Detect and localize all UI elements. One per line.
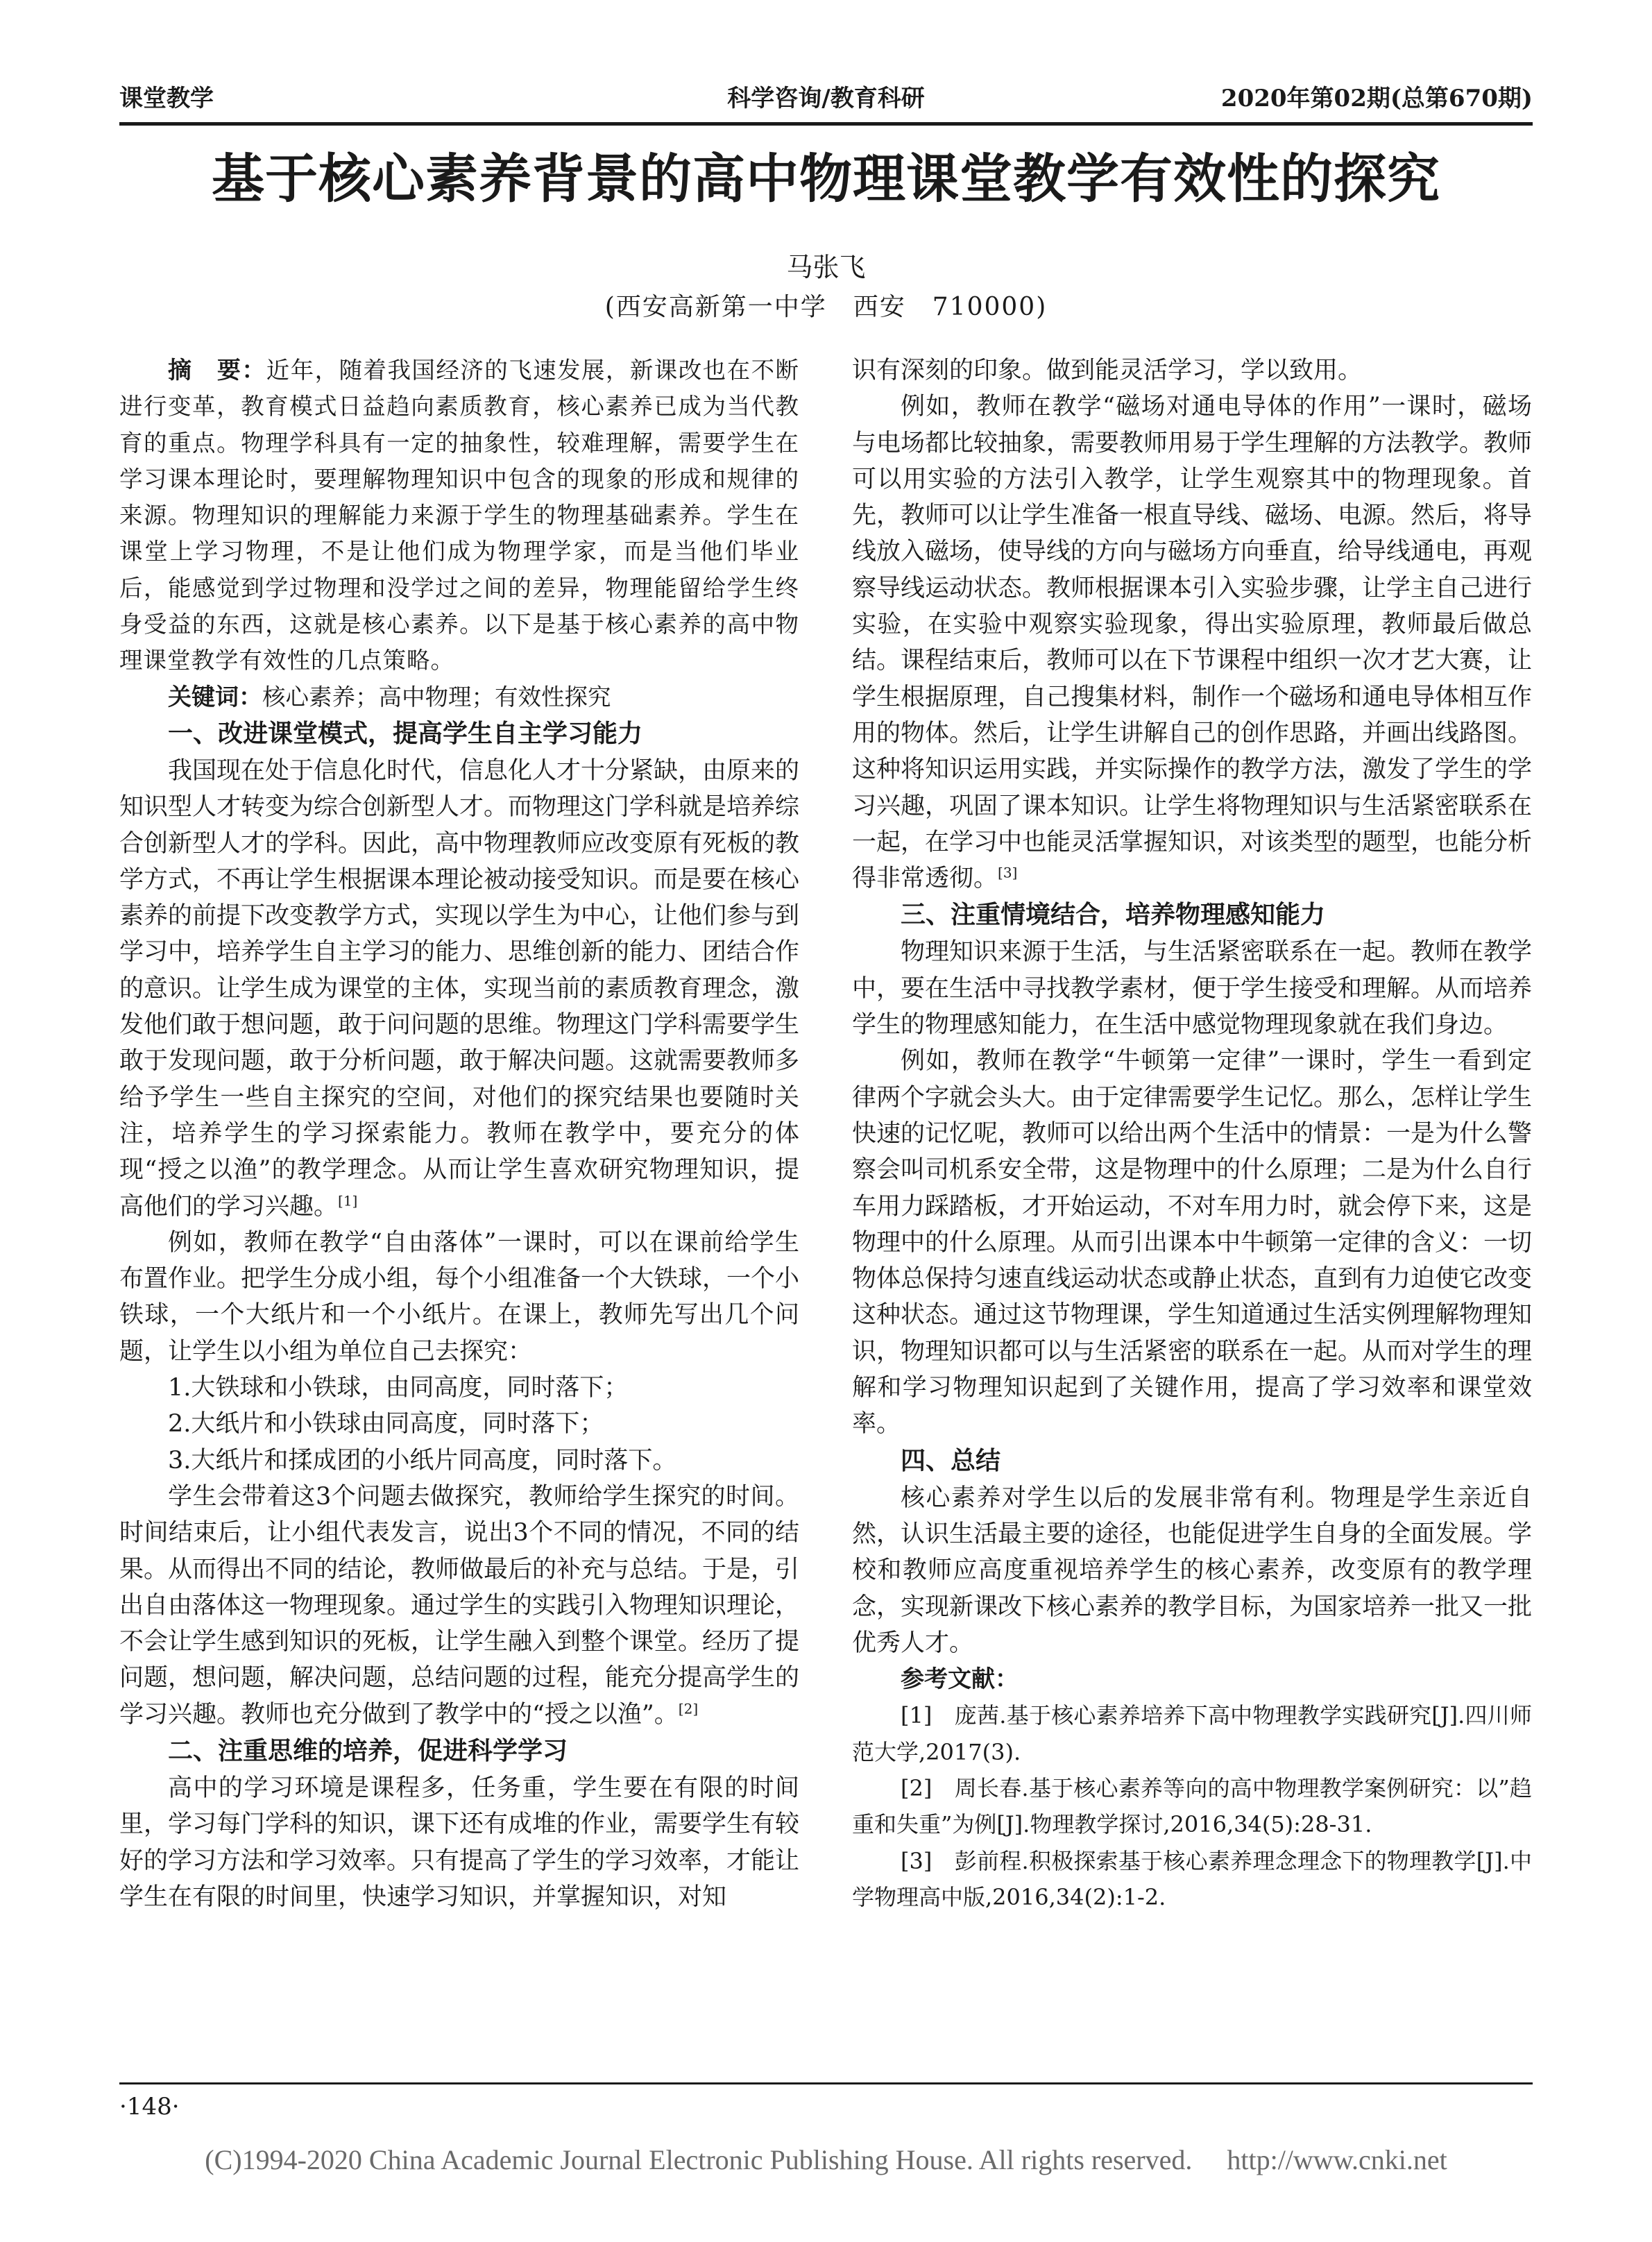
- article-title: 基于核心素养背景的高中物理课堂教学有效性的探究: [212, 148, 1440, 210]
- references-heading: 参考文献：: [901, 1665, 1019, 1694]
- footer-rule: [119, 2082, 1533, 2084]
- author-affiliation: (西安高新第一中学 西安 710000): [604, 293, 1048, 321]
- section-heading-1: 一、改进课堂模式，提高学生自主学习能力: [168, 719, 643, 748]
- right-column: [852, 353, 1532, 1915]
- reference-item: [2] 周长春.基于核心素养等向的高中物理教学案例研究：以”趋重和失重”为例[J].物理教学探讨,2016,34(5):28-31.: [852, 1774, 1532, 1838]
- section-heading-4: 四、总结: [901, 1446, 1001, 1475]
- paragraph-continued: 识有深刻的印象。做到能灵活学习，学以致用。: [852, 357, 1363, 384]
- paragraph: 物理知识来源于生活，与生活紧密联系在一起。教师在教学中，要在生活中寻找教学素材，便于学生接受和理解。从而培养学生的物理感知能力，在生活中感觉物理现象就在我们身边。: [852, 938, 1533, 1039]
- author-name: 马张飞: [786, 252, 866, 282]
- paragraph: 例如，教师在教学“自由落体”一课时，可以在课前给学生布置作业。把学生分成小组，每个小组准备一个大铁球，一个小铁球，一个大纸片和一个小纸片。在课上，教师先写出几个问题，让学生以小组为单位自己去探究：: [119, 1228, 800, 1366]
- paragraph: 高中的学习环境是课程多，任务重，学生要在有限的时间里，学习每门学科的知识，课下还有成堆的作业，需要学生有较好的学习方法和学习效率。只有提高了学生的学习效率，才能让学生在有限的时间里，快速学习知识，并掌握知识，对知: [119, 1774, 800, 1911]
- running-header-journal: 科学咨询/教育科研: [727, 85, 925, 112]
- reference-item: [1] 庞茜.基于核心素养培养下高中物理教学实践研究[J].四川师范大学,2017(3).: [852, 1702, 1532, 1765]
- list-item: 3.大纸片和揉成团的小纸片同高度，同时落下。: [168, 1446, 677, 1475]
- paragraph: 我国现在处于信息化时代，信息化人才十分紧缺，由原来的知识型人才转变为综合创新型人才。而物理这门学科就是培养综合创新型人才的学科。因此，高中物理教师应改变原有死板的教学方式，不再让学生根据课本理论被动接受知识。而是要在核心素养的前提下改变教学方式，实现以学生为中心，让他们参与到学习中，培养学生自主学习的能力、思维创新的能力、团结合作的意识。让学生成为课堂的主体，实现当前的素质教育理念，激发他们敢于想问题，敢于问问题的思维。物理这门学科需要学生敢于发现问题，敢于分析问题，敢于解决问题。这就需要教师多给予学生一些自主探究的空间，对他们的探究结果也要随时关注，培养学生的学习探索能力。教师在教学中，要充分的体现“授之以渔”的教学理念。从而让学生喜欢研究物理知识，提高他们的学习兴趣。[1]: [119, 756, 800, 1221]
- keywords-label: 关键词：: [168, 683, 262, 711]
- paragraph: 核心素养对学生以后的发展非常有利。物理是学生亲近自然，认识生活最主要的途径，也能促进学生自身的全面发展。学校和教师应高度重视培养学生的核心素养，改变原有的教学理念，实现新课改下核心素养的教学目标，为国家培养一批又一批优秀人才。: [852, 1484, 1533, 1657]
- paragraph: 例如，教师在教学“磁场对通电导体的作用”一课时，磁场与电场都比较抽象，需要教师用易于学生理解的方法教学。教师可以用实验的方法引入教学，让学生观察其中的物理现象。首先，教师可以让学生准备一根直导线、磁场、电源。然后，将导线放入磁场，使导线的方向与磁场方向垂直，给导线通电，再观察导线运动状态。教师根据课本引入实验步骤，让学主自己进行实验，在实验中观察实验现象，得出实验原理，教师最后做总结。课程结束后，教师可以在下节课程中组织一次才艺大赛，让学生根据原理，自己搜集材料，制作一个磁场和通电导体相互作用的物体。然后，让学生讲解自己的创作思路，并画出线路图。这种将知识运用实践，并实际操作的教学方法，激发了学生的学习兴趣，巩固了课本知识。让学生将物理知识与生活紧密联系在一起，在学习中也能灵活掌握知识，对该类型的题型，也能分析得非常透彻。[3]: [852, 393, 1533, 893]
- header-rule: [119, 122, 1533, 126]
- keywords: [119, 679, 799, 715]
- paragraph: 学生会带着这3个问题去做探究，教师给学生探究的时间。时间结束后，让小组代表发言，说出3个不同的情况，不同的结果。从而得出不同的结论，教师做最后的补充与总结。于是，引出自由落体这一物理现象。通过学生的实践引入物理知识理论，不会让学生感到知识的死板，让学生融入到整个课堂。经历了提问题，想问题，解决问题，总结问题的过程，能充分提高学生的学习兴趣。教师也充分做到了教学中的“授之以渔”。[2]: [119, 1482, 800, 1729]
- reference-item: [3] 彭前程.积极探索基于核心素养理念理念下的物理教学[J].中学物理高中版,2016,34(2):1-2.: [852, 1847, 1532, 1910]
- page-number: ·148·: [119, 2093, 180, 2121]
- list-item: 1.大铁球和小铁球，由同高度，同时落下；: [168, 1374, 629, 1402]
- section-heading-2: 二、注重思维的培养，促进科学学习: [168, 1736, 568, 1765]
- left-column: [119, 353, 799, 1915]
- abstract-text: 近年，随着我国经济的飞速发展，新课改也在不断进行变革，教育模式日益趋向素质教育，核心素养已成为当代教育的重点。物理学科具有一定的抽象性，较难理解，需要学生在学习课本理论时，要理解物理知识中包含的现象的形成和规律的来源。物理知识的理解能力来源于学生的物理基础素养。学生在课堂上学习物理，不是让他们成为物理学家，而是当他们毕业后，能感觉到学过物理和没学过之间的差异，物理能留给学生终身受益的东西，这就是核心素养。以下是基于核心素养的高中物理课堂教学有效性的几点策略。: [119, 357, 800, 674]
- paragraph: 例如，教师在教学“牛顿第一定律”一课时，学生一看到定律两个字就会头大。由于定律需要学生记忆。那么，怎样让学生快速的记忆呢，教师可以给出两个生活中的情景：一是为什么警察会叫司机系安全带，这是物理中的什么原理；二是为什么自行车用力踩踏板，才开始运动，不对车用力时，就会停下来，这是物理中的什么原理。从而引出课本中牛顿第一定律的含义：一切物体总保持匀速直线运动状态或静止状态，直到有力迫使它改变这种状态。通过这节物理课，学生知道通过生活实例理解物理知识，物理知识都可以与生活紧密的联系在一起。从而对学生的理解和学习物理知识起到了关键作用，提高了学习效率和课堂效率。: [852, 1047, 1533, 1438]
- running-header-issue: 2020年第02期(总第670期): [1220, 85, 1533, 112]
- citation-marker: [2]: [678, 1700, 699, 1717]
- section-heading-3: 三、注重情境结合，培养物理感知能力: [901, 901, 1326, 930]
- list-item: 2.大纸片和小铁球由同高度，同时落下；: [168, 1410, 604, 1438]
- keywords-text: 核心素养；高中物理；有效性探究: [262, 683, 611, 711]
- abstract-label: 摘 要：: [168, 357, 266, 384]
- copyright-notice: (C)1994-2020 China Academic Journal Electronic Publishing House. All rights reserved. http://www.cnki.net: [205, 2144, 1447, 2175]
- running-header-section: 课堂教学: [119, 85, 214, 112]
- abstract: [119, 353, 799, 679]
- citation-marker: [3]: [998, 864, 1018, 881]
- citation-marker: [1]: [338, 1191, 358, 1209]
